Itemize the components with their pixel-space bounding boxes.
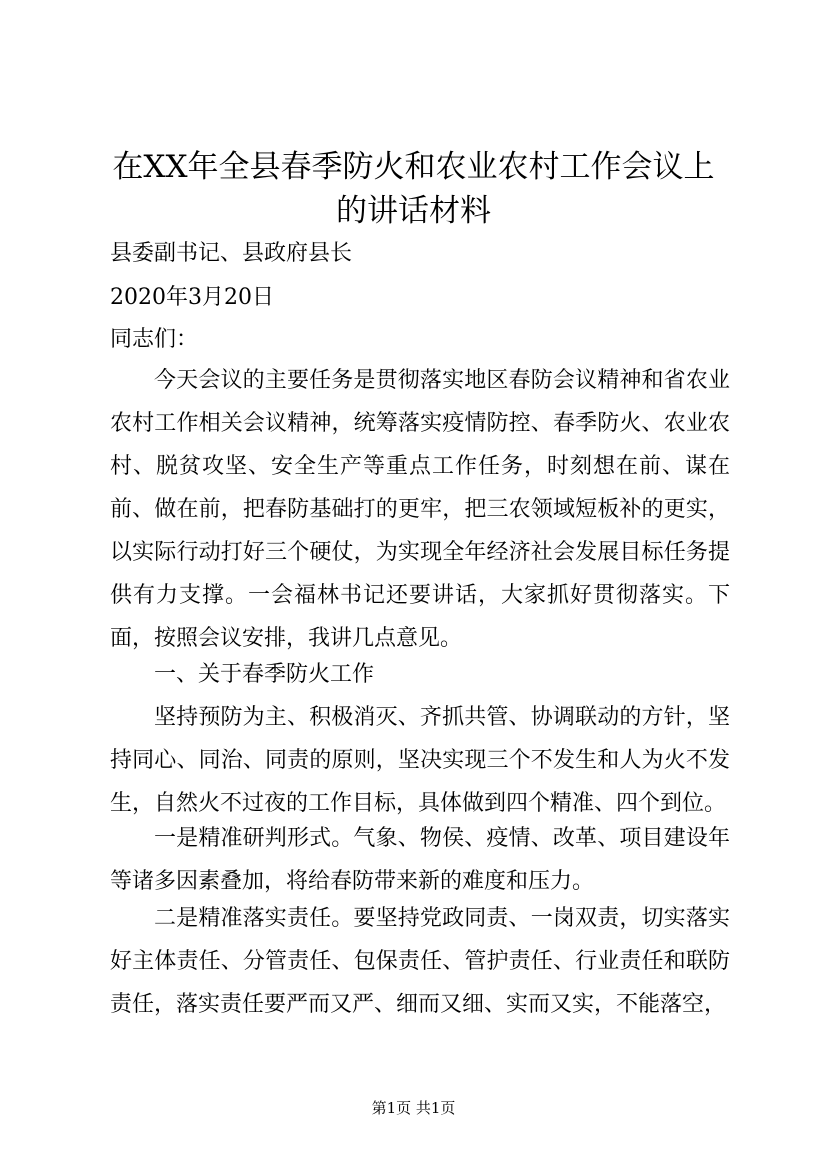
document-title-line-2: 的讲话材料 [336,193,491,229]
page-footer: 第1页 共1页 [371,1099,456,1117]
date-line: 2020年3月20日 [110,285,274,310]
paragraph-fire-policy: 坚持预防为主、积极消灭、齐抓共管、协调联动的方针，坚持同心、同治、同责的原则，坚决实现三个不发生和人为火不发生，自然火不过夜的工作目标，具体做到四个精准、四个到位。 [110,705,730,816]
paragraph-point-one: 一是精准研判形式。气象、物侯、疫情、改革、项目建设年等诸多因素叠加，将给春防带来新的难度和压力。 [110,826,730,894]
paragraph-intro: 今天会议的主要任务是贯彻落实地区春防会议精神和省农业农村工作相关会议精神，统筹落实疫情防控、春季防火、农业农村、脱贫攻坚、安全生产等重点工作任务，时刻想在前、谋在前、做在前，把春防基础打的更牢，把三农领域短板补的更实，以实际行动打好三个硬仗，为实现全年经济社会发展目标任务提供有力支撑。一会福林书记还要讲话，大家抓好贯彻落实。下面，按照会议安排，我讲几点意见。 [110,368,730,651]
salutation: 同志们： [110,327,199,352]
paragraph-point-two: 二是精准落实责任。要坚持党政同责、一岗双责，切实落实好主体责任、分管责任、包保责任、管护责任、行业责任和联防责任，落实责任要严而又严、细而又细、实而又实，不能落空， [110,906,730,1017]
author-line: 县委副书记、县政府县长 [110,241,353,266]
document-title-line-1: 在XX年全县春季防火和农业农村工作会议上 [112,149,715,185]
section-heading-spring-fire: 一、关于春季防火工作 [154,662,375,687]
